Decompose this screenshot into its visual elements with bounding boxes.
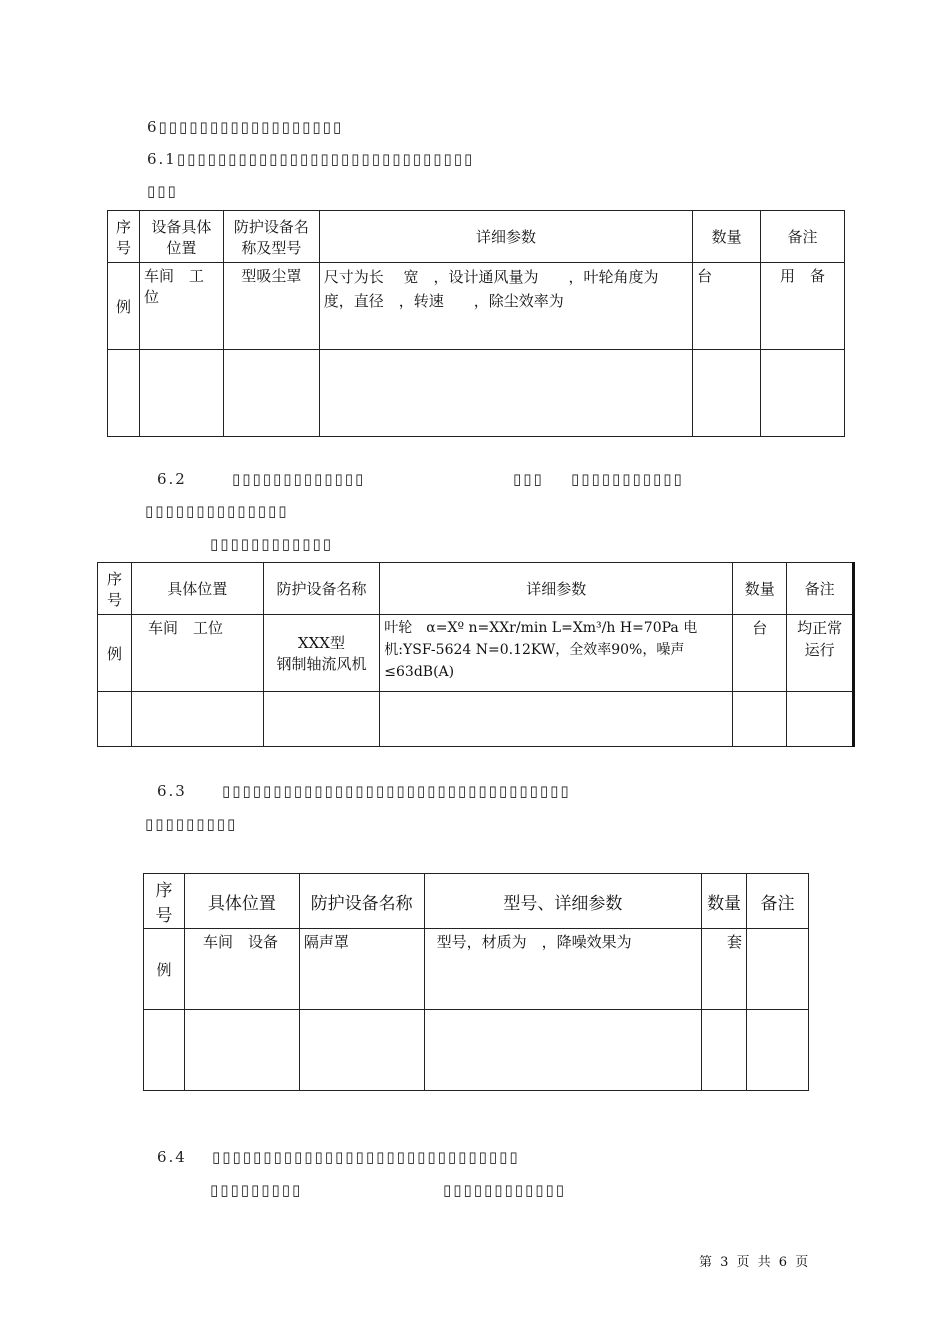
cell-empty — [223, 350, 319, 437]
section-6-4-line1: ▯▯▯▯▯▯▯▯▯▯▯▯▯▯▯▯▯▯▯▯▯▯▯▯▯▯▯▯▯▯ — [212, 1148, 520, 1166]
table-row — [98, 615, 854, 692]
cell-device — [263, 615, 380, 692]
cell-seq: 例 — [108, 263, 140, 350]
cell-note — [747, 929, 809, 1010]
section-6-4-text-b: ▯▯▯▯▯▯▯▯▯▯▯▯ — [443, 1181, 567, 1199]
section-6-4-number: 6.4 — [157, 1148, 187, 1166]
cell-empty — [693, 350, 761, 437]
table-row — [108, 263, 845, 350]
header-location: 具体位置 — [184, 874, 299, 929]
cell-empty — [131, 692, 263, 747]
section-6-heading: 6▯▯▯▯▯▯▯▯▯▯▯▯▯▯▯▯▯▯ — [147, 118, 344, 136]
cell-empty — [139, 350, 223, 437]
section-6-3-number: 6.3 — [157, 782, 187, 800]
cell-params: 型号，材质为 ，降噪效果为 — [424, 929, 702, 1010]
cell-note: 均正常运行 — [787, 615, 854, 692]
section-6-3-line2: ▯▯▯▯▯▯▯▯▯ — [145, 815, 238, 833]
cell-seq: 例 — [98, 615, 132, 692]
section-6-1-heading: 6.1▯▯▯▯▯▯▯▯▯▯▯▯▯▯▯▯▯▯▯▯▯▯▯▯▯▯▯▯▯ — [147, 150, 475, 168]
cell-empty — [380, 692, 733, 747]
cell-location: 车间 工位 — [131, 615, 263, 692]
table-ventilation — [97, 562, 855, 747]
section-6-2-text-c: ▯▯▯▯▯▯▯▯▯▯▯ — [571, 470, 684, 488]
cell-empty — [702, 1010, 747, 1091]
table-header-row — [144, 874, 809, 929]
cell-params: 叶轮 α=Xº n=XXr/min L=Xm³/h H=70Pa 电机:YSF-5624 N=0.12KW，全效率90%，噪声≤63dB(A) — [380, 615, 733, 692]
header-location: 设备具体位置 — [139, 211, 223, 263]
cell-empty — [184, 1010, 299, 1091]
cell-location: 车间 设备 — [184, 929, 299, 1010]
cell-seq: 例 — [144, 929, 185, 1010]
header-note: 备注 — [747, 874, 809, 929]
header-location: 具体位置 — [131, 563, 263, 615]
header-seq: 序号 — [98, 563, 132, 615]
section-6-2-line3: ▯▯▯▯▯▯▯▯▯▯▯▯ — [210, 535, 334, 553]
cell-device: 型吸尘罩 — [223, 263, 319, 350]
section-6-2-text-b: ▯▯▯ — [513, 470, 544, 488]
table-row-empty — [98, 692, 854, 747]
section-6-2-line2: ▯▯▯▯▯▯▯▯▯▯▯▯▯▯ — [145, 502, 289, 520]
table-noise-protection — [143, 873, 809, 1091]
table-row — [144, 929, 809, 1010]
cell-empty — [787, 692, 854, 747]
header-qty: 数量 — [693, 211, 761, 263]
section-6-4-text-a: ▯▯▯▯▯▯▯▯▯ — [210, 1181, 303, 1199]
header-params: 详细参数 — [319, 211, 692, 263]
table-row-empty — [108, 350, 845, 437]
cell-empty — [108, 350, 140, 437]
cell-empty — [761, 350, 845, 437]
section-6-1-subline: ▯▯▯ — [147, 182, 178, 200]
table-row-empty — [144, 1010, 809, 1091]
header-device: 防护设备名称 — [263, 563, 380, 615]
cell-device: 隔声罩 — [299, 929, 424, 1010]
cell-empty — [299, 1010, 424, 1091]
cell-empty — [98, 692, 132, 747]
header-device: 防护设备名称 — [299, 874, 424, 929]
header-seq: 序号 — [144, 874, 185, 929]
section-6-2-text-a: ▯▯▯▯▯▯▯▯▯▯▯▯▯ — [232, 470, 366, 488]
header-qty: 数量 — [733, 563, 787, 615]
header-seq: 序号 — [108, 211, 140, 263]
table-dust-protection — [107, 210, 845, 437]
cell-params: 尺寸为长 宽 ，设计通风量为 ，叶轮角度为 度，直径 ，转速 ，除尘效率为 — [319, 263, 692, 350]
cell-note: 用 备 — [761, 263, 845, 350]
header-note: 备注 — [787, 563, 854, 615]
header-qty: 数量 — [702, 874, 747, 929]
cell-qty: 套 — [702, 929, 747, 1010]
cell-empty — [424, 1010, 702, 1091]
section-6-2-number: 6.2 — [157, 470, 187, 488]
header-device: 防护设备名称及型号 — [223, 211, 319, 263]
header-note: 备注 — [761, 211, 845, 263]
device-name: 钢制轴流风机 — [276, 655, 367, 673]
cell-empty — [747, 1010, 809, 1091]
cell-qty: 台 — [733, 615, 787, 692]
device-model: XXX型 — [297, 634, 345, 652]
section-6-3-line1: ▯▯▯▯▯▯▯▯▯▯▯▯▯▯▯▯▯▯▯▯▯▯▯▯▯▯▯▯▯▯▯▯▯▯ — [222, 782, 571, 800]
header-params: 详细参数 — [380, 563, 733, 615]
cell-empty — [319, 350, 692, 437]
page-number: 第 3 页 共 6 页 — [699, 1255, 811, 1270]
table-header-row — [108, 211, 845, 263]
header-params: 型号、详细参数 — [424, 874, 702, 929]
cell-empty — [144, 1010, 185, 1091]
table-header-row — [98, 563, 854, 615]
cell-qty: 台 — [693, 263, 761, 350]
cell-empty — [733, 692, 787, 747]
cell-location: 车间 工位 — [139, 263, 223, 350]
cell-empty — [263, 692, 380, 747]
